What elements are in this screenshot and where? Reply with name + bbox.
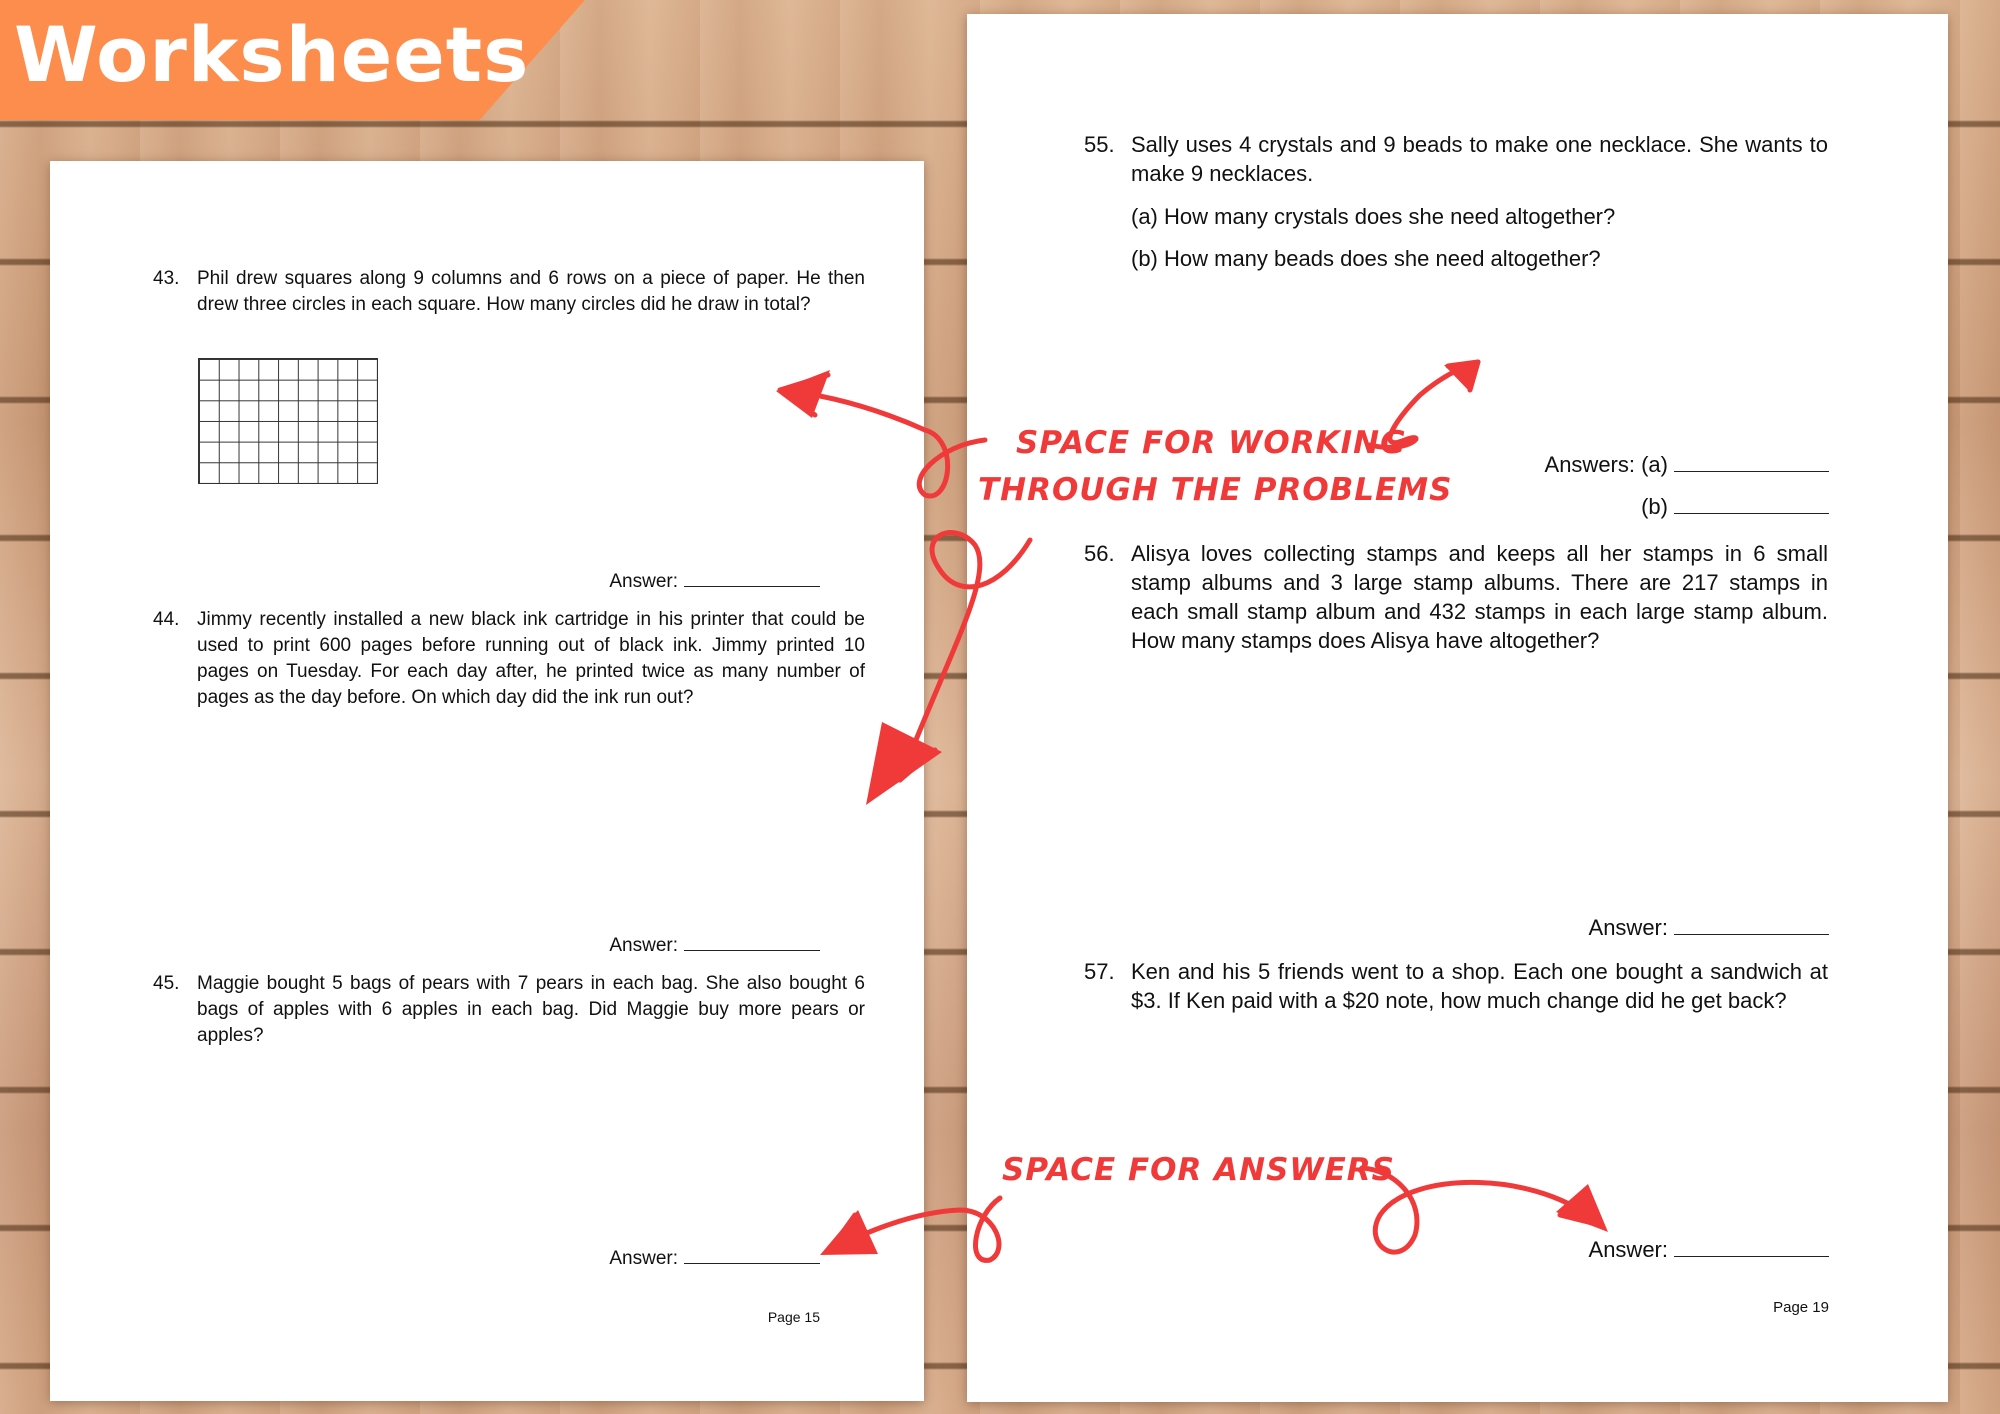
question-number: 44. bbox=[153, 609, 180, 630]
question-text: Alisya loves collecting stamps and keeps all her stamps in 6 small stamp albums and 3 large stamp albums. There are 217 stamps in each small stamp album and 432 stamps in each large stamp album. How many stamps does Alisya have altogether? bbox=[1131, 541, 1828, 653]
arrowhead-fill-3 bbox=[866, 722, 942, 805]
annotation-working-line2: THROUGH THE PROBLEMS bbox=[978, 472, 1453, 508]
question-text: Phil drew squares along 9 columns and 6 rows on a piece of paper. He then drew three circles in each square. How many circles did he draw in total? bbox=[197, 268, 865, 315]
banner-title: Worksheets bbox=[14, 10, 530, 99]
annotation-answers: SPACE FOR ANSWERS bbox=[1002, 1152, 1395, 1188]
arrowhead-fill-5 bbox=[1556, 1184, 1608, 1232]
question-number: 55. bbox=[1084, 132, 1115, 157]
question-number: 45. bbox=[153, 973, 180, 994]
annotation-working-line1: SPACE FOR WORKING bbox=[1016, 425, 1407, 461]
answer-label: (b) bbox=[1641, 494, 1668, 519]
question-55-part-b: (b) How many beads does she need altogether? bbox=[1131, 246, 1601, 271]
question-number: 57. bbox=[1084, 959, 1115, 984]
question-55-part-a: (a) How many crystals does she need altogether? bbox=[1131, 204, 1616, 229]
question-text: Ken and his 5 friends went to a shop. Each one bought a sandwich at $3. If Ken paid with a $20 note, how much change did he get back? bbox=[1131, 959, 1828, 1013]
answer-label: Answer: bbox=[609, 935, 678, 956]
question-text: Sally uses 4 crystals and 9 beads to make one necklace. She wants to make 9 necklaces. bbox=[1131, 132, 1828, 186]
page-number: Page 19 bbox=[1773, 1299, 1829, 1316]
answer-label: Answer: bbox=[1588, 1237, 1668, 1262]
answer-label: Answers: (a) bbox=[1544, 452, 1668, 477]
answer-label: Answer: bbox=[1588, 915, 1668, 940]
question-number: 56. bbox=[1084, 541, 1115, 566]
question-text: Jimmy recently installed a new black ink cartridge in his printer that could be used to print 600 pages before running out of black ink. Jimmy printed 10 pages on Tuesday. For each day after, he printed twice as many number of pages as the day before. On which day did the ink run out? bbox=[197, 609, 865, 708]
question-number: 43. bbox=[153, 268, 180, 289]
answer-label: Answer: bbox=[609, 571, 678, 592]
page-number: Page 15 bbox=[767, 1309, 820, 1325]
answer-label: Answer: bbox=[609, 1248, 678, 1269]
question-text: Maggie bought 5 bags of pears with 7 pears in each bag. She also bought 6 bags of apples with 6 apples in each bag. Did Maggie buy more pears or apples? bbox=[197, 973, 865, 1046]
